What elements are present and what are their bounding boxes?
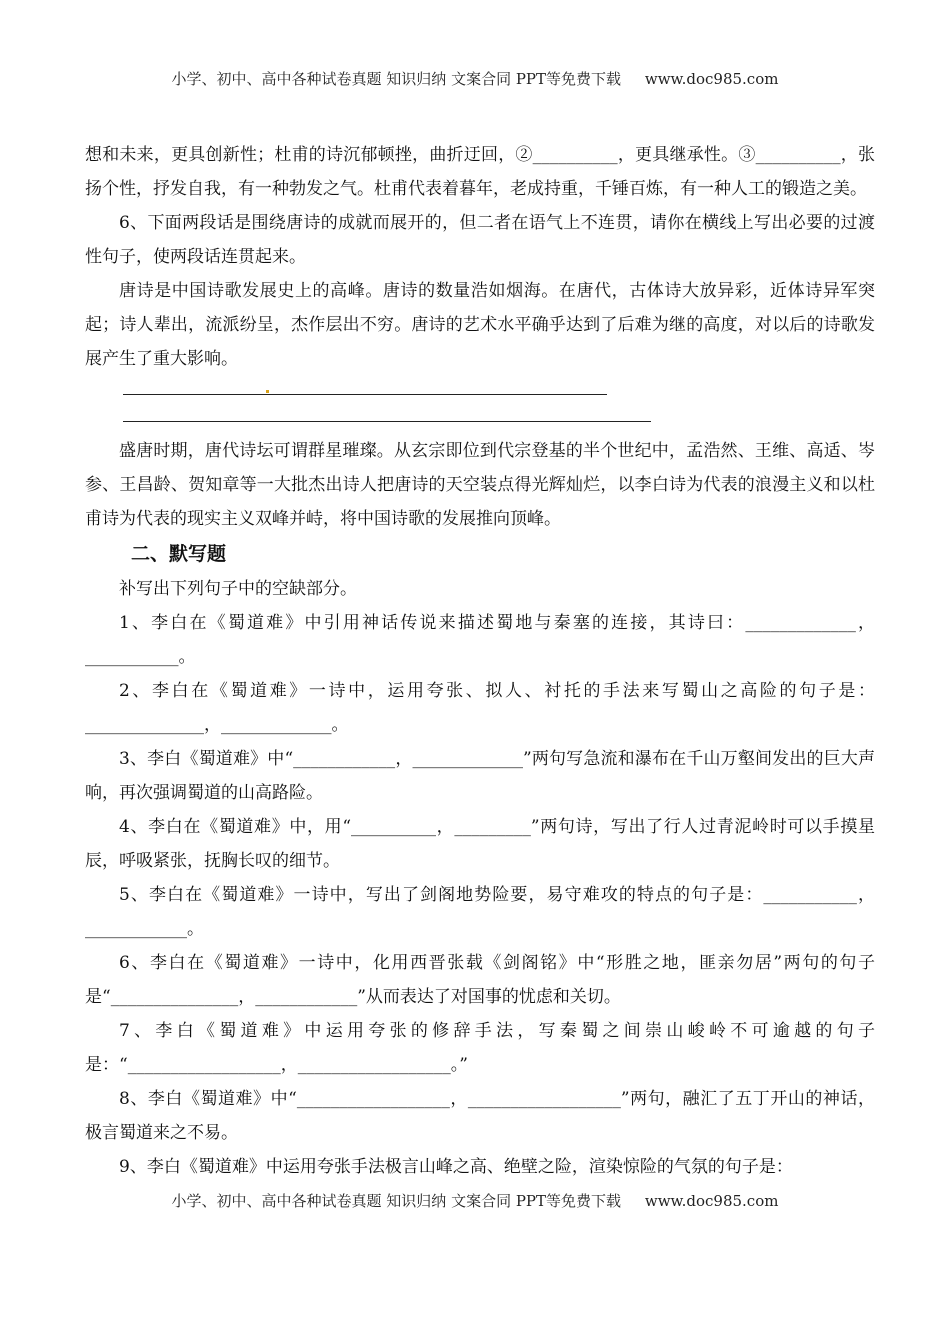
paragraph-tang-poetry: 唐诗是中国诗歌发展史上的高峰。唐诗的数量浩如烟海。在唐代，古体诗大放异彩，近体诗异军突起；诗人辈出，流派纷呈，杰作层出不穷。唐诗的艺术水平确乎达到了后难为继的高度，对以后的诗歌发展产生了重大影响。 (85, 281, 875, 369)
page-header: 小学、初中、高中各种试卷真题 知识归纳 文案合同 PPT等免费下载 www.doc985.com (171, 70, 779, 88)
dictation-item-2: 2、李白在《蜀道难》一诗中，运用夸张、拟人、衬托的手法来写蜀山之高险的句子是：______________，_____________。 (85, 681, 875, 735)
answer-line-2[interactable] (85, 405, 875, 434)
paragraph-continuation: 想和未来，更具创新性；杜甫的诗沉郁顿挫，曲折迂回，②__________，更具继承性。③__________，张扬个性，抒发自我，有一种勃发之气。杜甫代表着暮年，老成持重，千锤百炼，有一种人工的锻造之美。 (85, 145, 875, 199)
dictation-item-1: 1、李白在《蜀道难》中引用神话传说来描述蜀地与秦塞的连接，其诗曰：_____________，___________。 (85, 613, 875, 667)
answer-rule (123, 421, 651, 422)
dictation-item-3: 3、李白《蜀道难》中“____________，_____________”两句写急流和瀑布在千山万壑间发出的巨大声响，再次强调蜀道的山高路险。 (85, 749, 875, 803)
question-6: 6、下面两段话是围绕唐诗的成就而展开的，但二者在语气上不连贯，请你在横线上写出必要的过渡性句子，使两段话连贯起来。 (85, 213, 875, 267)
dictation-item-5: 5、李白在《蜀道难》一诗中，写出了剑阁地势险要，易守难攻的特点的句子是：___________，____________。 (85, 885, 875, 939)
paragraph-high-tang: 盛唐时期，唐代诗坛可谓群星璀璨。从玄宗即位到代宗登基的半个世纪中，孟浩然、王维、高适、岑参、王昌龄、贺知章等一大批杰出诗人把唐诗的天空装点得光辉灿烂，以李白诗为代表的浪漫主义和以杜甫诗为代表的现实主义双峰并峙，将中国诗歌的发展推向顶峰。 (85, 441, 875, 529)
section-title: 二、默写题 (131, 543, 227, 565)
page-footer: 小学、初中、高中各种试卷真题 知识归纳 文案合同 PPT等免费下载 www.doc985.com (171, 1192, 779, 1210)
answer-line-1[interactable] (85, 376, 875, 405)
dictation-item-4: 4、李白在《蜀道难》中，用“__________，_________”两句诗，写出了行人过青泥岭时可以手摸星辰，呼吸紧张，抚胸长叹的细节。 (85, 817, 875, 871)
dictation-item-7: 7、李白《蜀道难》中运用夸张的修辞手法，写秦蜀之间崇山峻岭不可逾越的句子是：“__________________，__________________。” (85, 1021, 875, 1075)
section-intro: 补写出下列句子中的空缺部分。 (119, 579, 357, 599)
dictation-item-9: 9、李白《蜀道难》中运用夸张手法极言山峰之高、绝壁之险，渲染惊险的气氛的句子是： (119, 1157, 793, 1177)
answer-rule (123, 394, 607, 395)
dictation-item-6: 6、李白在《蜀道难》一诗中，化用西晋张载《剑阁铭》中“形胜之地，匪亲勿居”两句的句子是“_______________，____________”从而表达了对国事的忧虑和关切。 (85, 953, 875, 1007)
cursor-mark (266, 390, 269, 393)
dictation-item-8: 8、李白《蜀道难》中“__________________，__________________”两句，融汇了五丁开山的神话，极言蜀道来之不易。 (85, 1089, 875, 1143)
document-body (85, 138, 875, 1184)
